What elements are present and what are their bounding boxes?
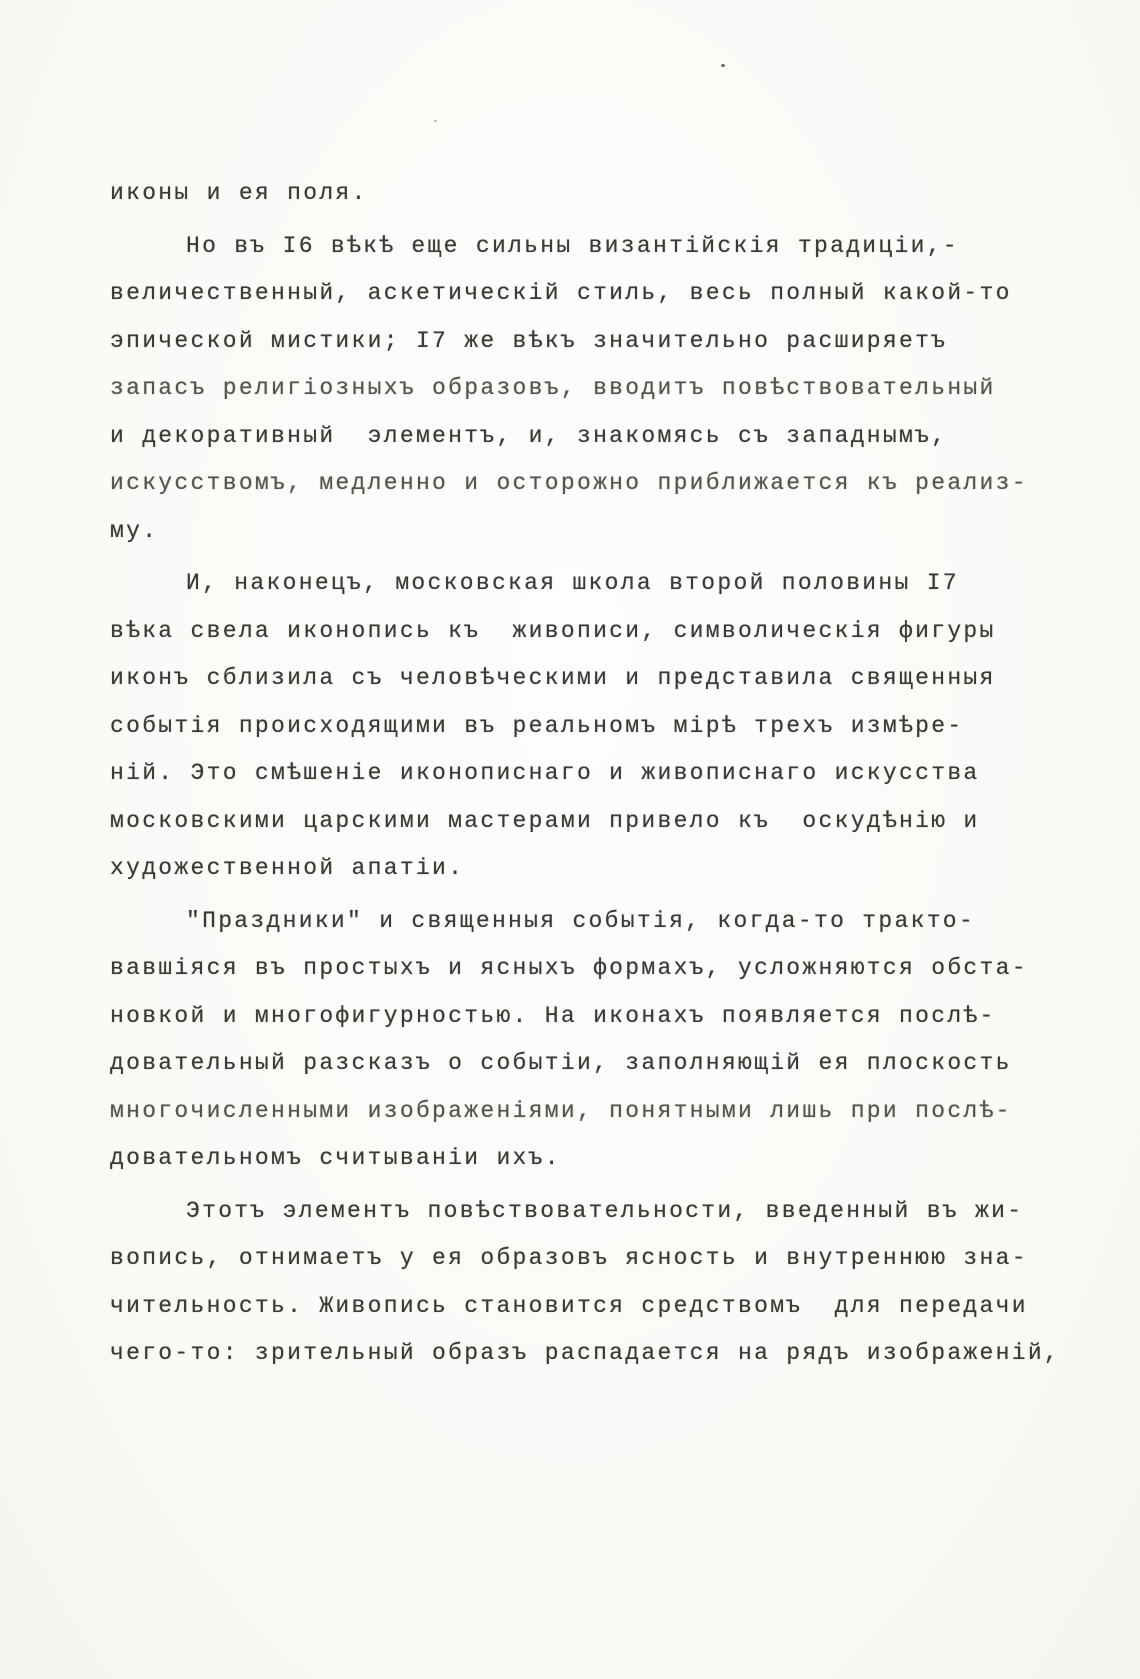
text-line: вѣка свела иконопись къ живописи, символическія фигуры — [110, 617, 996, 644]
text-line: довательномъ считываніи ихъ. — [110, 1145, 561, 1171]
text-line: Но въ I6 вѣкѣ еще сильны византійскія традиціи,- — [186, 232, 959, 259]
text-line: художественной апатіи. — [110, 855, 465, 881]
paragraph — [110, 560, 1085, 893]
text-line: ній. Это смѣшеніе иконописнаго и живописнаго искусства — [110, 760, 980, 786]
scan-speck — [721, 64, 725, 67]
text-line: и декоративный элементъ, и, знакомясь съ западнымъ, — [110, 422, 948, 449]
text-line: чего-то: зрительный образъ распадается на рядъ изображеній, — [110, 1340, 1061, 1366]
text-line: чительность. Живопись становится средствомъ для передачи — [110, 1292, 1028, 1319]
typewritten-text-block — [110, 170, 1085, 1383]
text-line: му. — [110, 517, 159, 544]
text-line: величественный, аскетическій стиль, весь полный какой-то — [110, 280, 1012, 306]
text-line: "Праздники" и священныя событія, когда-то тракто- — [186, 907, 976, 934]
paragraph — [110, 1188, 1085, 1378]
text-line: иконъ сблизила съ человѣческими и представила священныя — [110, 665, 996, 691]
text-line: искусствомъ, медленно и осторожно приближается къ реализ- — [110, 470, 1028, 496]
text-line: многочисленными изображеніями, понятными лишь при послѣ- — [110, 1097, 1012, 1124]
text-line: иконы и ея поля. — [110, 180, 368, 206]
paragraph — [110, 170, 1085, 218]
text-line: новкой и многофигурностью. На иконахъ появляется послѣ- — [110, 1002, 996, 1029]
text-line: вавшіяся въ простыхъ и ясныхъ формахъ, усложняются обста- — [110, 955, 1028, 981]
text-line: И, наконецъ, московская школа второй половины I7 — [186, 570, 959, 596]
scan-speck — [434, 120, 437, 122]
paragraph — [110, 898, 1085, 1183]
text-line: довательный разсказъ о событіи, заполняющій ея плоскость — [110, 1050, 1012, 1076]
paragraph — [110, 223, 1085, 556]
text-line: эпической мистики; I7 же вѣкъ значительно расширяетъ — [110, 327, 948, 354]
text-line: московскими царскими мастерами привело къ оскудѣнію и — [110, 807, 980, 834]
text-line: событія происходящими въ реальномъ мірѣ трехъ измѣре- — [110, 712, 964, 739]
text-line: запасъ религіозныхъ образовъ, вводитъ повѣствовательный — [110, 375, 996, 401]
text-line: вопись, отнимаетъ у ея образовъ ясность и внутреннюю зна- — [110, 1245, 1028, 1271]
text-line: Этотъ элементъ повѣствовательности, введенный въ жи- — [186, 1197, 1024, 1224]
